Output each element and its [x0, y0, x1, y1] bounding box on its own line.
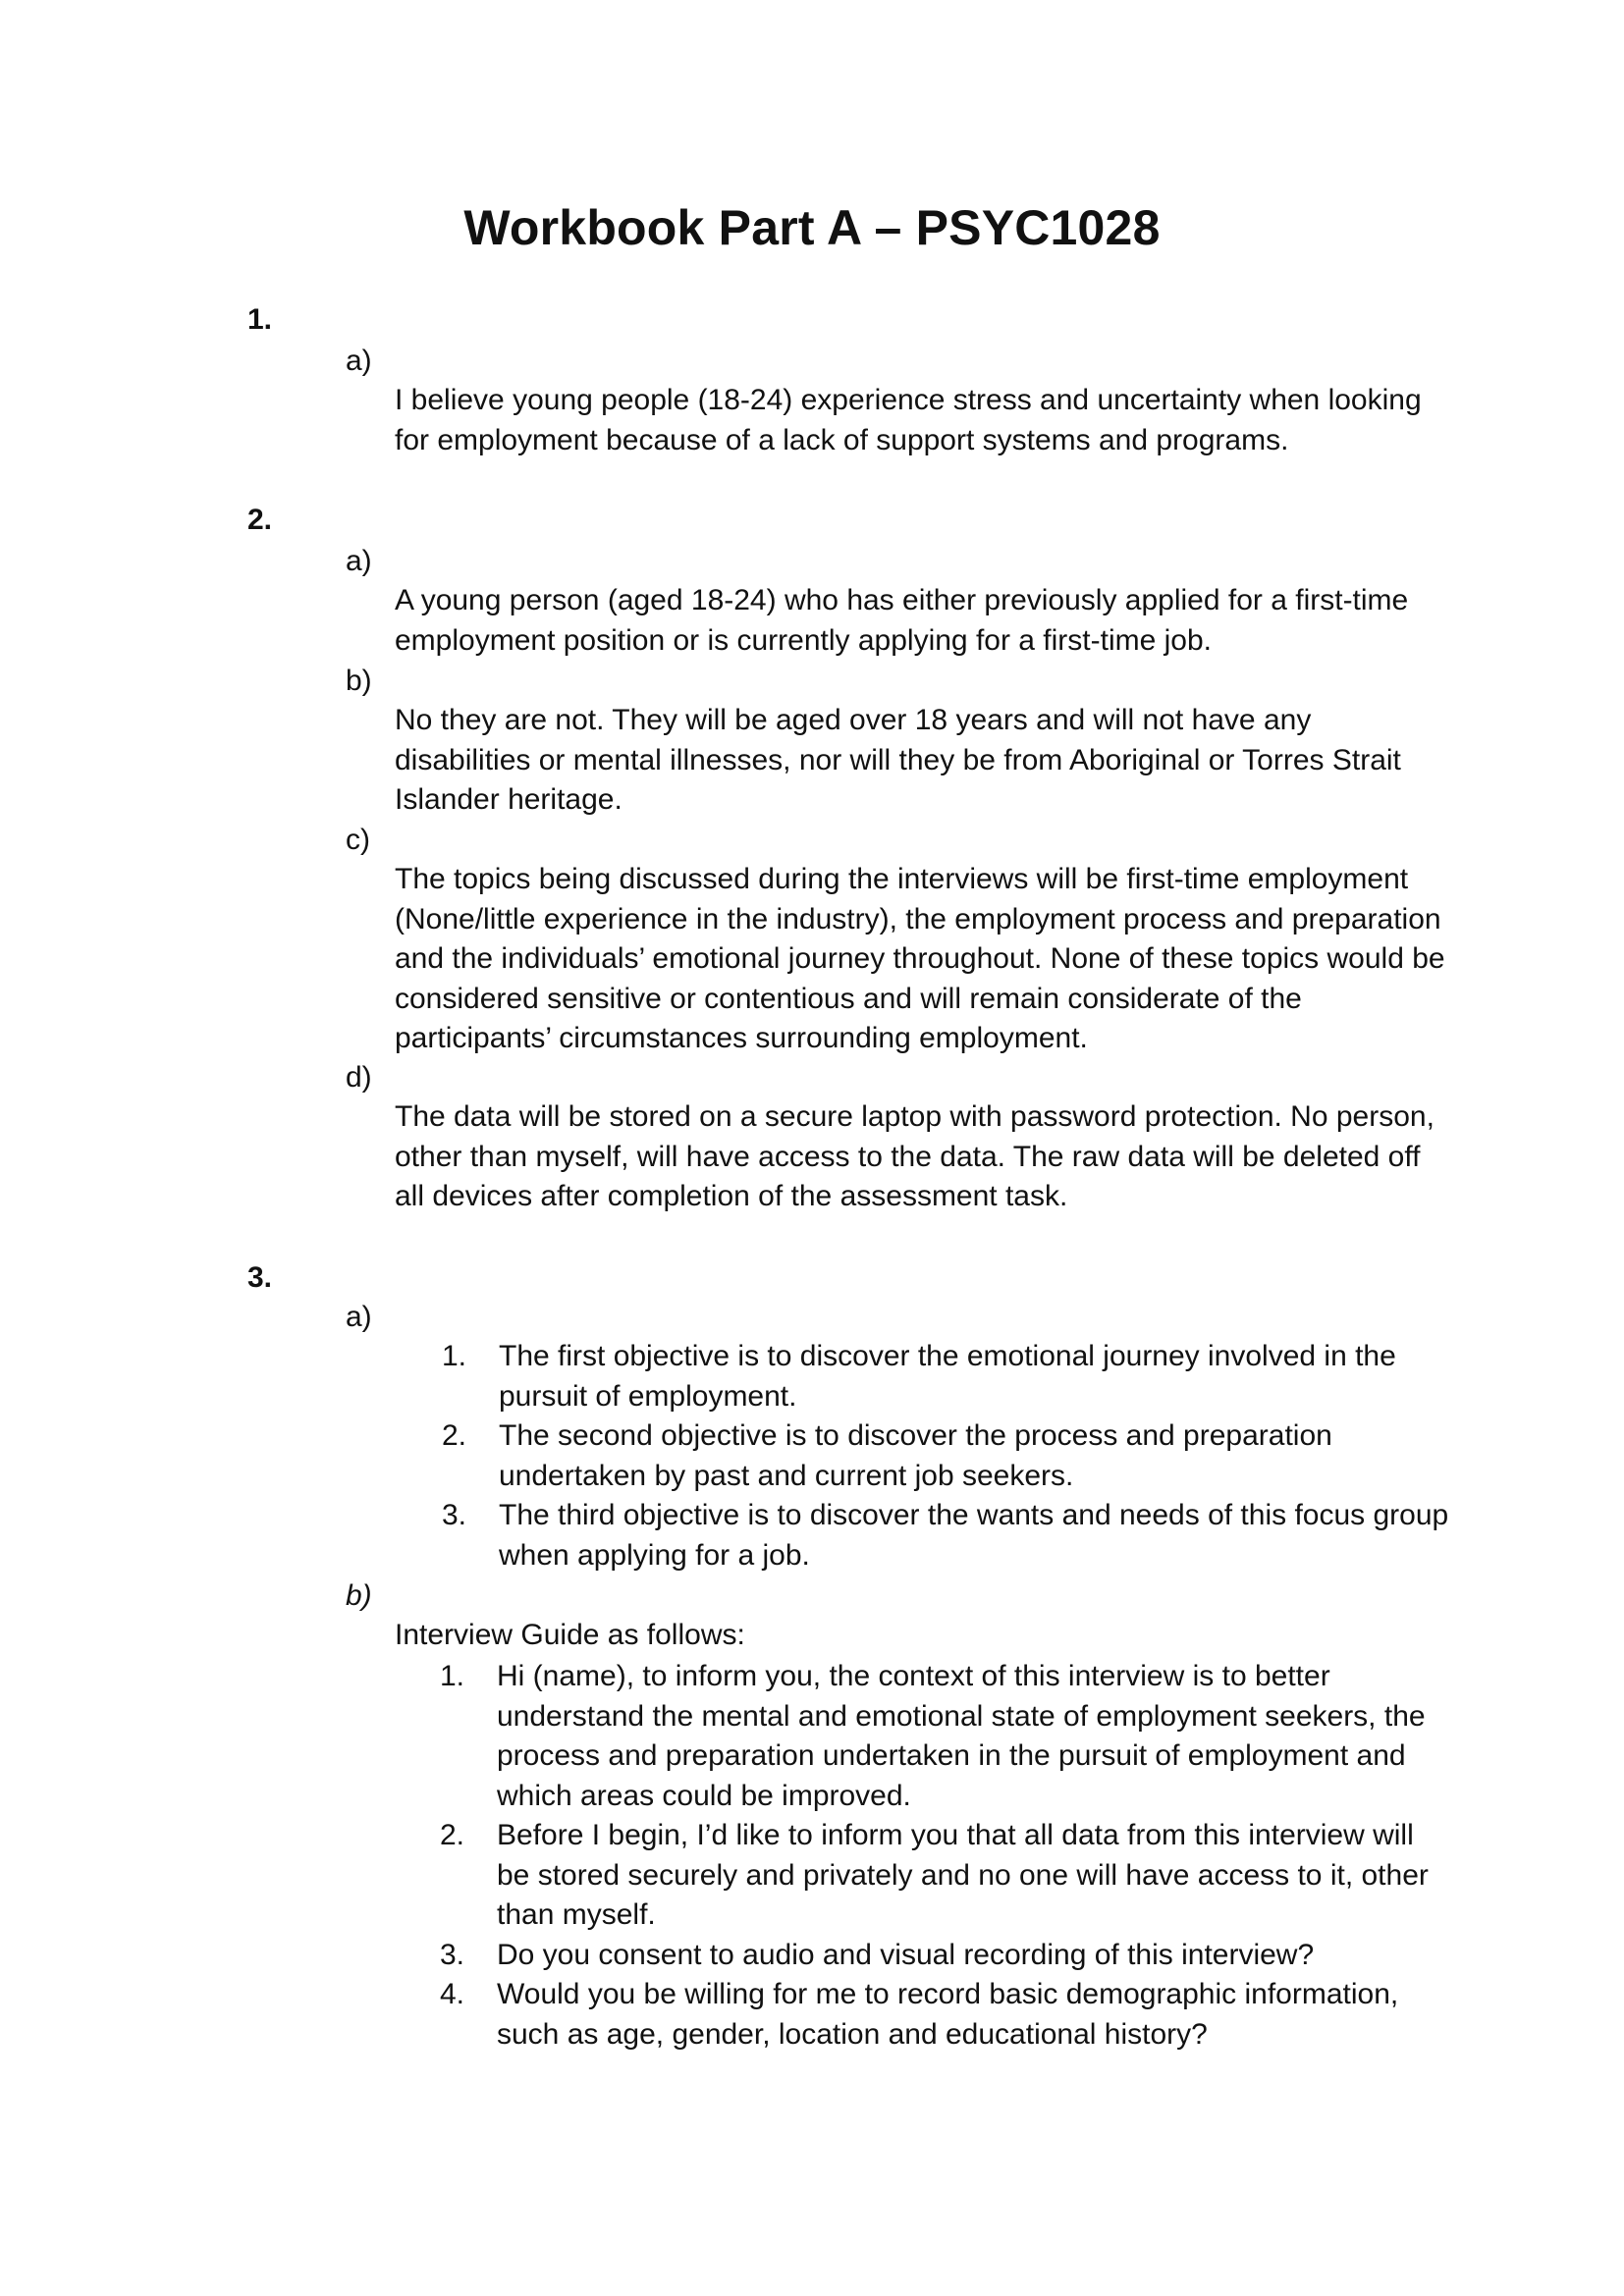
question-2d-label: d) — [346, 1061, 372, 1094]
list-item-text: Hi (name), to inform you, the context of this interview is to better understand the mental and emotional state of employment seekers, the process and preparation undertaken in the pursuit of employment and which areas could be improved. — [497, 1660, 1426, 1812]
list-item — [442, 1416, 1453, 1496]
list-item-text: Before I begin, I’d like to inform you that all data from this interview will be stored securely and privately and no one will have access to it, other than myself. — [497, 1819, 1429, 1931]
page-title: Workbook Part A – PSYC1028 — [463, 200, 1161, 255]
list-item — [440, 1936, 1451, 1976]
list-item — [442, 1496, 1453, 1575]
question-2d-answer: The data will be stored on a secure laptop with password protection. No person, other than myself, will have access to the data. The raw data will be deleted off all devices after completion of the assessment task. — [395, 1100, 1435, 1212]
question-2c-answer: The topics being discussed during the interviews will be first-time employment (None/little experience in the industry), the employment process and preparation and the individuals’ emotional journey throughout. None of these topics would be considered sensitive or contentious and will remain considerate of the participants’ circumstances surrounding employment. — [395, 863, 1445, 1054]
list-item-number: 2. — [440, 1819, 465, 1851]
question-2-number: 2. — [247, 504, 273, 536]
list-item-number: 1. — [440, 1660, 465, 1692]
interview-guide-intro: Interview Guide as follows: — [395, 1619, 745, 1651]
question-2a-answer: A young person (aged 18-24) who has either previously applied for a first-time employment position or is currently applying for a first-time job. — [395, 584, 1409, 657]
question-1-number: 1. — [247, 303, 273, 336]
question-3b-label: b) — [346, 1579, 372, 1612]
list-item-text: Do you consent to audio and visual recording of this interview? — [497, 1938, 1315, 1971]
list-item-number: 3. — [442, 1499, 467, 1531]
question-3-number: 3. — [247, 1261, 273, 1294]
question-2c-label: c) — [346, 824, 370, 856]
question-2a-label: a) — [346, 545, 372, 577]
list-item-number: 4. — [440, 1978, 465, 2010]
list-item — [440, 1975, 1451, 2055]
list-item — [442, 1337, 1453, 1416]
list-item-number: 1. — [442, 1340, 467, 1372]
question-2b-answer: No they are not. They will be aged over 18 years and will not have any disabilities or mental illnesses, nor will they be from Aboriginal or Torres Strait Islander heritage. — [395, 704, 1401, 816]
list-item — [440, 1816, 1451, 1936]
objectives-list — [442, 1337, 1453, 1575]
list-item-number: 3. — [440, 1938, 465, 1971]
question-1a-answer: I believe young people (18-24) experience stress and uncertainty when looking for employment because of a lack of support systems and programs. — [395, 384, 1422, 456]
question-2b-label: b) — [346, 665, 372, 697]
interview-guide-list — [440, 1657, 1451, 2055]
question-1a-label: a) — [346, 345, 372, 377]
list-item-number: 2. — [442, 1419, 467, 1452]
list-item-text: The second objective is to discover the process and preparation undertaken by past and current job seekers. — [499, 1419, 1332, 1492]
list-item-text: Would you be willing for me to record basic demographic information, such as age, gender, location and educational history? — [497, 1978, 1399, 2051]
list-item-text: The third objective is to discover the wants and needs of this focus group when applying for a job. — [499, 1499, 1449, 1572]
question-3a-label: a) — [346, 1301, 372, 1333]
list-item-text: The first objective is to discover the emotional journey involved in the pursuit of employment. — [499, 1340, 1396, 1413]
list-item — [440, 1657, 1451, 1816]
